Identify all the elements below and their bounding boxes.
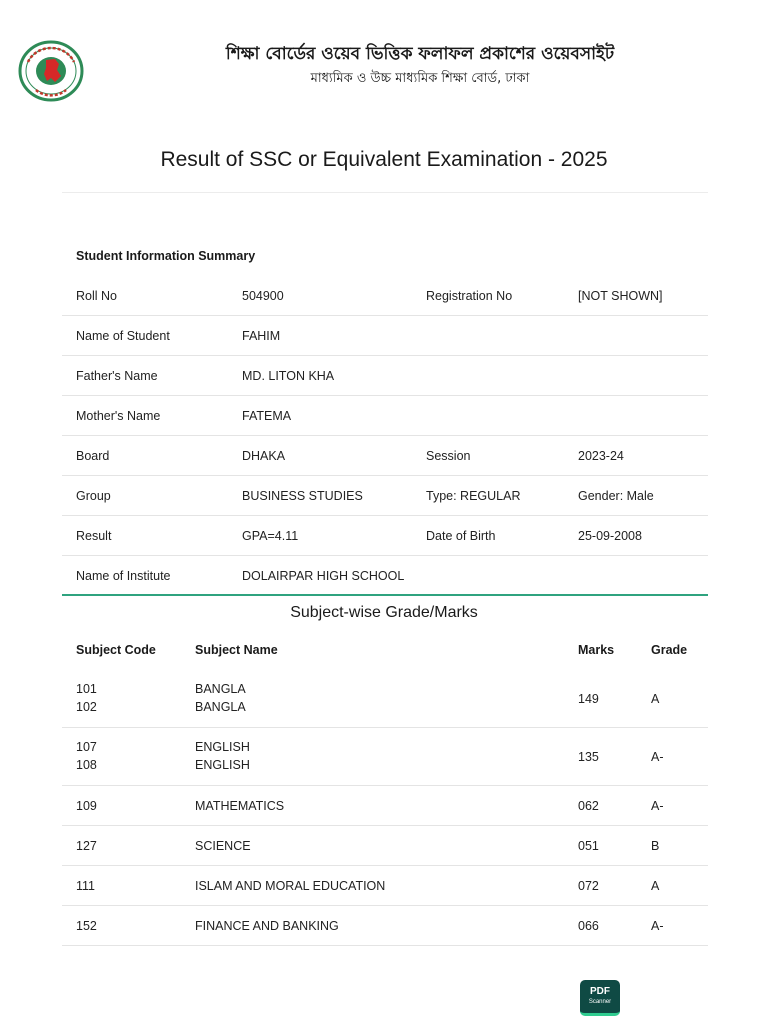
info-label: Date of Birth — [426, 529, 496, 543]
subject-code: 127 — [76, 839, 97, 853]
info-value: 504900 — [242, 289, 284, 303]
info-row-father — [62, 356, 708, 396]
info-label: Father's Name — [76, 369, 158, 383]
student-info-heading: Student Information Summary — [76, 249, 256, 263]
subject-name: ENGLISH — [195, 758, 250, 772]
info-value: [NOT SHOWN] — [578, 289, 663, 303]
subject-name: ISLAM AND MORAL EDUCATION — [195, 879, 386, 893]
page-title: Result of SSC or Equivalent Examination - 2025 — [160, 148, 608, 171]
subject-grade: A- — [651, 919, 664, 933]
info-row-institute — [62, 556, 708, 596]
info-value: BUSINESS STUDIES — [242, 489, 363, 503]
grades-title: Subject-wise Grade/Marks — [290, 604, 478, 621]
grades-header-row — [62, 630, 708, 670]
badge-sublabel: Scanner — [588, 999, 612, 1005]
subject-name: FINANCE AND BANKING — [195, 919, 339, 933]
subject-name: SCIENCE — [195, 839, 251, 853]
info-row-roll — [62, 276, 708, 316]
badge-label: PDF — [590, 986, 610, 997]
info-row-mother — [62, 396, 708, 436]
info-row-name — [62, 316, 708, 356]
board-website-title: শিক্ষা বোর্ডের ওয়েব ভিত্তিক ফলাফল প্রকাশের ওয়েবসাইট — [225, 44, 615, 64]
subject-code: 109 — [76, 799, 97, 813]
title-divider — [62, 192, 708, 193]
info-row-group — [62, 476, 708, 516]
page-header — [0, 0, 768, 110]
info-label: Registration No — [426, 289, 513, 303]
info-label: Group — [76, 489, 111, 503]
subject-name: BANGLA — [195, 682, 246, 696]
info-value: FAHIM — [242, 329, 281, 343]
subject-names — [195, 738, 250, 774]
table-row — [62, 826, 708, 866]
subject-marks: 149 — [578, 692, 599, 706]
info-value: FATEMA — [242, 409, 292, 423]
info-value: MD. LITON KHA — [242, 369, 335, 383]
info-value: DOLAIRPAR HIGH SCHOOL — [242, 569, 405, 583]
info-value: Gender: Male — [578, 489, 654, 503]
col-header-code: Subject Code — [76, 643, 156, 657]
info-label: Result — [76, 529, 112, 543]
grades-table — [62, 630, 708, 946]
info-value: DHAKA — [242, 449, 286, 463]
info-label: Session — [426, 449, 471, 463]
col-header-name: Subject Name — [195, 643, 278, 657]
subject-grade: A- — [651, 750, 664, 764]
table-row — [62, 728, 708, 786]
subject-name: BANGLA — [195, 700, 246, 714]
info-label: Name of Institute — [76, 569, 171, 583]
info-label: Mother's Name — [76, 409, 161, 423]
subject-marks: 051 — [578, 839, 599, 853]
info-label: Name of Student — [76, 329, 170, 343]
subject-code: 111 — [76, 879, 96, 893]
subject-marks: 062 — [578, 799, 599, 813]
info-value: GPA=4.11 — [242, 529, 299, 543]
table-row — [62, 866, 708, 906]
info-label: Board — [76, 449, 110, 463]
table-row — [62, 906, 708, 946]
info-value: Type: REGULAR — [426, 489, 521, 503]
table-row — [62, 670, 708, 728]
board-name: মাধ্যমিক ও উচ্চ মাধ্যমিক শিক্ষা বোর্ড, ঢাকা — [310, 71, 530, 86]
subject-code: 107 — [76, 740, 97, 754]
subject-grade: A- — [651, 799, 664, 813]
col-header-grade: Grade — [651, 643, 688, 657]
col-header-marks: Marks — [578, 643, 615, 657]
subject-code: 101 — [76, 682, 97, 696]
info-value: 25-09-2008 — [578, 529, 642, 543]
info-label: Roll No — [76, 289, 117, 303]
bangladesh-govt-seal-icon — [18, 40, 84, 102]
subject-code: 108 — [76, 758, 97, 772]
subject-code: 102 — [76, 700, 97, 714]
info-value: 2023-24 — [578, 449, 624, 463]
subject-name: MATHEMATICS — [195, 799, 285, 813]
subject-code: 152 — [76, 919, 97, 933]
subject-codes — [76, 680, 97, 716]
subject-marks: 066 — [578, 919, 599, 933]
info-row-board — [62, 436, 708, 476]
student-info-table — [62, 236, 708, 596]
subject-marks: 072 — [578, 879, 599, 893]
subject-grade: B — [651, 839, 660, 853]
subject-grade: A — [651, 879, 660, 893]
subject-marks: 135 — [578, 750, 599, 764]
info-row-result — [62, 516, 708, 556]
subject-grade: A — [651, 692, 660, 706]
subject-names — [195, 680, 246, 716]
subject-codes — [76, 738, 97, 774]
pdf-scanner-icon — [580, 980, 620, 1016]
table-row — [62, 786, 708, 826]
subject-name: ENGLISH — [195, 740, 250, 754]
